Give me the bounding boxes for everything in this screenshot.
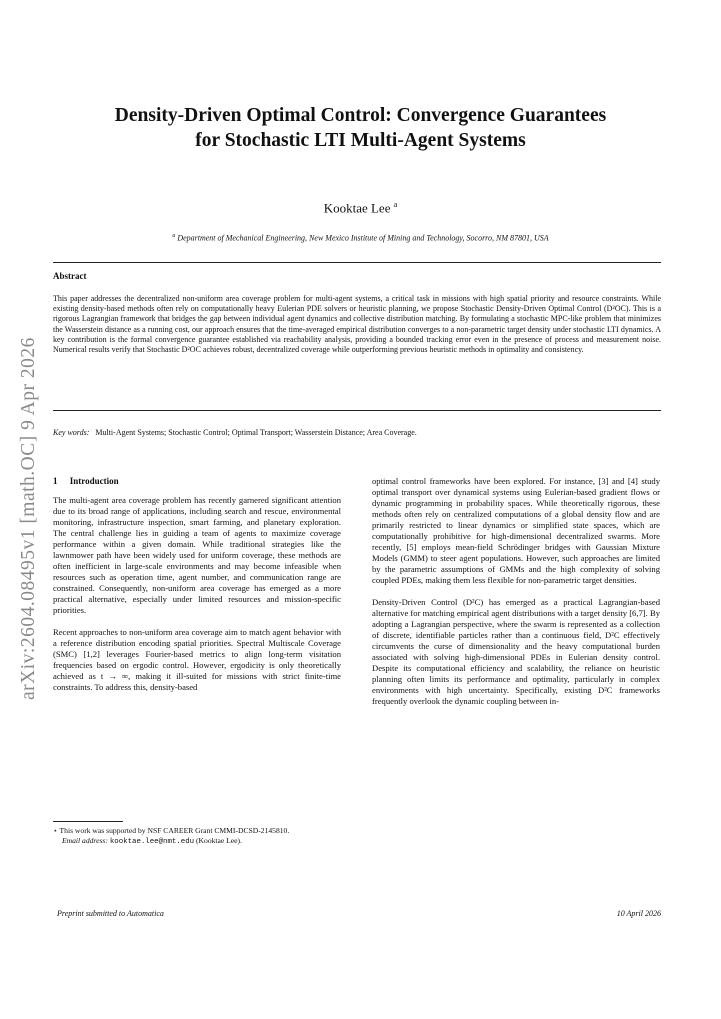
arxiv-identifier: arXiv:2604.08495v1 [math.OC] 9 Apr 2026: [18, 337, 39, 700]
column-left: [53, 476, 341, 704]
keywords-label: Key words:: [53, 428, 90, 437]
paragraph: Density-Driven Control (D²C) has emerged as a practical Lagrangian-based alternative for matching empirical agent distributions with a target density [6,7]. By adopting a Lagrangian perspective, where the swarm is represented as a collection of discrete, identifiable particles rather than a continuous field, D²C effectively circumvents the curse of dimensionality and the heavy computational burden associated with solving high-dimensional PDEs in Eulerian density control. Despite its computational efficiency and scalability, the reliance on heuristic planning often limits its performance and optimality, particularly in complex environments with high uncertainty. Specifically, existing D²C frameworks frequently overlook the dynamic coupling between in-: [372, 597, 660, 706]
keywords-text: Multi-Agent Systems; Stochastic Control; Optimal Transport; Wasserstein Distance; Area Coverage.: [95, 428, 417, 437]
footnote-rule: [53, 821, 123, 822]
footnote-mark: ⋆: [53, 826, 58, 835]
paragraph: optimal control frameworks have been explored. For instance, [3] and [4] study optimal transport over dynamical systems using Eulerian-based gradient flows or dynamic programming in probability spaces. While theoretically rigorous, these methods often rely on centralized computations of a global density flow and are primarily restricted to linear dynamics or simplified state spaces, which are computationally prohibitive for high-dimensional decentralized swarms. More recently, [5] employs mean-field Schrödinger bridges with Gaussian Mixture Models (GMM) to steer agent populations. However, such approaches are limited by the parametric assumptions of GMMs and the high complexity of solving coupled PDEs, making them less flexible for non-parametric target densities.: [372, 476, 660, 585]
footer-date: 10 April 2026: [616, 909, 661, 918]
footnote: [53, 826, 341, 847]
author-name: Kooktae Lee: [323, 200, 391, 216]
email-label: Email address:: [62, 836, 108, 845]
author-affiliation-mark: a: [393, 200, 398, 209]
paragraph: The multi-agent area coverage problem has recently garnered significant attention due to its broad range of applications, including search and rescue, environmental monitoring, infrastructure inspection, smart farming, and planetary exploration. The central challenge lies in guiding a team of agents to maximize coverage performance within a given domain. While traditional strategies like the lawnmower path have been widely used for uniform coverage, these methods are often inefficient in large-scale environments and may become infeasible when resources such as operation time, agent number, and communication range are constrained. Consequently, non-uniform area coverage has emerged as a more practical alternative, especially under limited resources and mission-specific priorities.: [53, 495, 341, 615]
column-right: [372, 476, 660, 718]
paper-title: [40, 103, 681, 153]
paragraph: Recent approaches to non-uniform area coverage aim to match agent behavior with a reference distribution encoding spatial priorities. Spectral Multiscale Coverage (SMC) [1,2] leverages Fourier-based metrics to align long-term visitation frequencies based on ergodic control. However, ergodicity is only theoretically achieved as t → ∞, making it ill-suited for missions with strict finite-time constraints. To address this, density-based: [53, 627, 341, 692]
affiliation-text: Department of Mechanical Engineering, New Mexico Institute of Mining and Technology, Socorro, NM 87801, USA: [177, 233, 549, 243]
email-name: (Kooktae Lee).: [196, 836, 242, 845]
abstract-text: This paper addresses the decentralized non-uniform area coverage problem for multi-agent systems, a critical task in missions with high spatial priority and resource constraints. While existing density-based methods often rely on computationally heavy Eulerian PDE solvers or heuristic planning, we propose Stochastic Density-Driven Optimal Control (D²OC). This is a rigorous Lagrangian framework that bridges the gap between individual agent dynamics and collective distribution matching. By formulating a stochastic MPC-like problem that minimizes the Wasserstein distance as a running cost, our approach ensures that the time-averaged empirical distribution converges to a non-parametric target density under stochastic LTI dynamics. A key contribution is the formal convergence guarantee established via reachability analysis, providing a bounded tracking error even in the presence of process and measurement noise. Numerical results verify that Stochastic D²OC achieves robust, decentralized coverage while outperforming previous heuristic methods in optimality and consistency.: [53, 294, 661, 355]
arxiv-sidebar: [8, 300, 50, 700]
top-rule: [53, 262, 661, 263]
abstract-rule: [53, 410, 661, 411]
affiliation: [40, 233, 681, 243]
email-link[interactable]: kooktae.lee@nmt.edu: [109, 838, 195, 846]
title-line-2: for Stochastic LTI Multi-Agent Systems: [195, 130, 526, 151]
affiliation-mark: a: [172, 233, 176, 239]
section-heading: [53, 476, 341, 487]
section-number: 1: [53, 476, 58, 486]
abstract-heading: Abstract: [53, 271, 87, 281]
author-line: [40, 200, 681, 216]
footnote-funding: This work was supported by NSF CAREER Grant CMMI-DCSD-2145810.: [59, 826, 290, 835]
footer-journal: Preprint submitted to Automatica: [57, 909, 164, 918]
section-title: Introduction: [69, 476, 119, 486]
keywords: [53, 428, 661, 437]
title-line-1: Density-Driven Optimal Control: Convergence Guarantees: [114, 105, 607, 126]
